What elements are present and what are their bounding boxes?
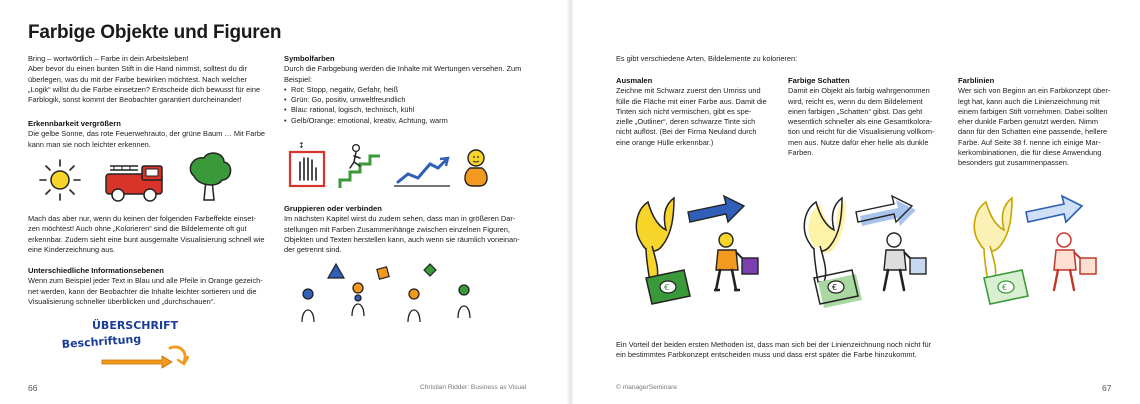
body-line: Farben. <box>788 148 814 158</box>
page-title: Farbige Objekte und Figuren <box>28 22 282 43</box>
body-line: ein bestimmtes Farbkonzept entscheiden muss und dass erst später die Farbe hinzukommt. <box>616 350 917 360</box>
stairs-icon <box>340 145 380 188</box>
list-item: • Gelb/Orange: emotional, kreativ, Achtung, warm <box>284 116 544 126</box>
banana-icon <box>804 198 846 282</box>
body-line: nicht auflöst. (Bei der Firma Neuland durch <box>616 127 757 137</box>
color-meaning-list <box>284 85 544 126</box>
shadow-method-illustration <box>790 186 940 316</box>
body-line: Wenn zum Beispiel jeder Text in Blau und alle Pfeile in Orange gezeich- <box>28 276 263 286</box>
recognition-section <box>28 119 278 150</box>
body-line: eine orange Hülle erkennbar.) <box>616 137 714 147</box>
body-line: fülle die Fläche mit einer Farbe aus. Damit die <box>616 96 767 106</box>
section-heading: Erkennbarkeit vergrößern <box>28 119 121 128</box>
body-line: stellungen mit Farben Zusammenhänge zwischen einzelnen Figuren, <box>284 224 510 234</box>
symbol-colors-illustration <box>286 138 506 194</box>
right-page <box>572 0 1140 404</box>
stop-hand-icon <box>290 141 324 186</box>
bulb-person-icon <box>465 150 487 186</box>
arrow-icon <box>688 196 744 222</box>
sketch-label: Beschriftung <box>61 332 142 351</box>
colorline-method-illustration <box>960 186 1110 316</box>
recognition-illustration <box>34 148 254 212</box>
body-line: kerkombinationen, die für diese Anwendung <box>958 148 1102 158</box>
fill-method-illustration <box>622 186 772 316</box>
tree-icon <box>190 153 230 200</box>
body-line: zielle „Outliner“, deren schwarze Tinte sich <box>616 117 756 127</box>
body-line: erkennbar. Zudem sieht eine bunt ausgemalte Visualisierung schnell wie <box>28 234 265 244</box>
section-heading: Symbolfarben <box>284 54 335 63</box>
body-line: besonders gut zusammenpassen. <box>958 158 1069 168</box>
page-number-right: 67 <box>1102 383 1112 393</box>
banana-icon <box>974 198 1012 282</box>
body-line: Wer sich von Beginn an ein Farbkonzept über- <box>958 86 1111 96</box>
method-heading: Farbige Schatten <box>788 76 850 85</box>
body-line: Zeichne mit Schwarz zuerst den Umriss und <box>616 86 761 96</box>
body-line: Im nächsten Kapitel wirst du zudem sehen, dass man in größeren Dar- <box>284 214 516 224</box>
person-with-bag-icon <box>714 233 758 290</box>
body-line: men aus. Nutze dafür eher helle als dunkle <box>788 137 929 147</box>
body-line: zen möchtest! Auch ohne „Kolorieren“ sind die Bildelemente oft gut <box>28 224 247 234</box>
left-page <box>0 0 568 404</box>
body-line: legt hat, kann auch die Linienzeichnung mit <box>958 96 1100 106</box>
arrow-icon <box>856 196 916 226</box>
fire-truck-icon <box>106 166 162 201</box>
body-line: net werden, kann der Beobachter die Inhalte leichter sortieren und die <box>28 286 257 296</box>
group-figures-icon <box>296 260 486 332</box>
method-heading: Farblinien <box>958 76 995 85</box>
closing-text <box>616 340 996 361</box>
body-line: kann man sie noch leichter erkennen. <box>28 139 151 149</box>
running-footer: Christian Ridder: Business as Visual <box>420 384 527 391</box>
svg-text:€: € <box>832 283 838 292</box>
section-heading: Unterschiedliche Informationsebenen <box>28 266 164 275</box>
copyright-note: © managerSeminare <box>616 384 677 391</box>
levels-section <box>28 266 278 307</box>
list-item: • Blau: rational, logisch, technisch, kühl <box>284 105 544 115</box>
body-line: wesentlich schneller als eine Gesamtkolora- <box>788 117 933 127</box>
svg-text:€: € <box>664 283 670 292</box>
method-heading: Ausmalen <box>616 76 653 85</box>
body-line: Mach das aber nur, wenn du keinen der folgenden Farbeffekte einset- <box>28 214 256 223</box>
person-with-bag-icon <box>1054 233 1096 290</box>
page-number-left: 66 <box>28 383 38 393</box>
intro-line: Farblogik, sonst kommt der Beobachter garantiert durcheinander! <box>28 95 242 105</box>
svg-text:↕: ↕ <box>298 141 305 150</box>
body-line: Tinten sich nicht vermischen, gibt es spe- <box>616 106 752 116</box>
body-line: eine Kinderzeichnung aus. <box>28 244 116 254</box>
arrow-icon <box>102 347 188 368</box>
method-color-lines <box>958 76 1126 169</box>
body-line: Beispiel: <box>284 74 312 84</box>
sketch-heading: ÜBERSCHRIFT <box>92 319 179 332</box>
coloring-intro: Es gibt verschiedene Arten, Bildelemente zu kolorieren: <box>616 54 798 63</box>
sun-icon <box>40 160 80 200</box>
body-line: Farbe. Auf Seite 38 f. nenne ich einige Mar- <box>958 137 1101 147</box>
person-with-bag-icon <box>884 233 926 290</box>
banana-icon <box>636 198 674 282</box>
intro-line: Bring – wortwörtlich – Farbe in dein Arbeitsleben! <box>28 54 189 63</box>
body-line: Die gelbe Sonne, das rote Feuerwehrauto, der grüne Baum … Mit Farbe <box>28 129 266 139</box>
intro-line: Aber bevor du einen bunten Stift in die Hand nimmst, solltest du dir <box>28 64 247 74</box>
symbol-colors-section <box>284 54 544 126</box>
body-line: eher dunkle Farben genutzt werden. Nimm <box>958 117 1099 127</box>
heading-label-sketch <box>58 314 198 374</box>
section-heading: Gruppieren oder verbinden <box>284 204 382 213</box>
body-line: wird, reicht es, wenn du dem Bildelement <box>788 96 923 106</box>
method-colored-shadow <box>788 76 953 158</box>
body-line: Durch die Farbgebung werden die Inhalte mit Wertungen versehen. Zum <box>284 64 522 74</box>
body-line: Ein Vorteil der beiden ersten Methoden ist, dass man sich bei der Linienzeichnung noch nicht für <box>616 340 932 349</box>
svg-text:€: € <box>1002 283 1008 292</box>
arrow-icon <box>1026 196 1082 222</box>
trend-chart-icon <box>394 158 450 186</box>
body-line: Objekten und Texten herstellen kann, auch wenn sie räumlich voneinan- <box>284 234 520 244</box>
method-fill <box>616 76 776 148</box>
body-line: der getrennt sind. <box>284 245 342 255</box>
body-line: Visualisierung schneller überblicken und „durchschauen“. <box>28 296 216 306</box>
intro-text <box>28 54 278 105</box>
group-section <box>284 204 544 255</box>
effects-text <box>28 214 278 255</box>
body-line: tion und reicht für die Visualisierung vollkom- <box>788 127 935 137</box>
body-line: einem farbigen Stift vornehmen. Dabei sollten <box>958 106 1108 116</box>
body-line: Damit ein Objekt als farbig wahrgenommen <box>788 86 930 96</box>
list-item: • Grün: Go, positiv, umweltfreundlich <box>284 95 544 105</box>
list-item: • Rot: Stopp, negativ, Gefahr, heiß <box>284 85 544 95</box>
body-line: dann für den Schatten eine passende, hellere <box>958 127 1108 137</box>
intro-line: „Logik“ willst du die Farbe einsetzen? Entscheide dich bewusst für eine <box>28 84 261 94</box>
intro-line: überlegen, was du mit der Farbe bewirken möchtest. Nach welcher <box>28 74 247 84</box>
body-line: einen farbigen „Schatten“ gibst. Das geht <box>788 106 923 116</box>
